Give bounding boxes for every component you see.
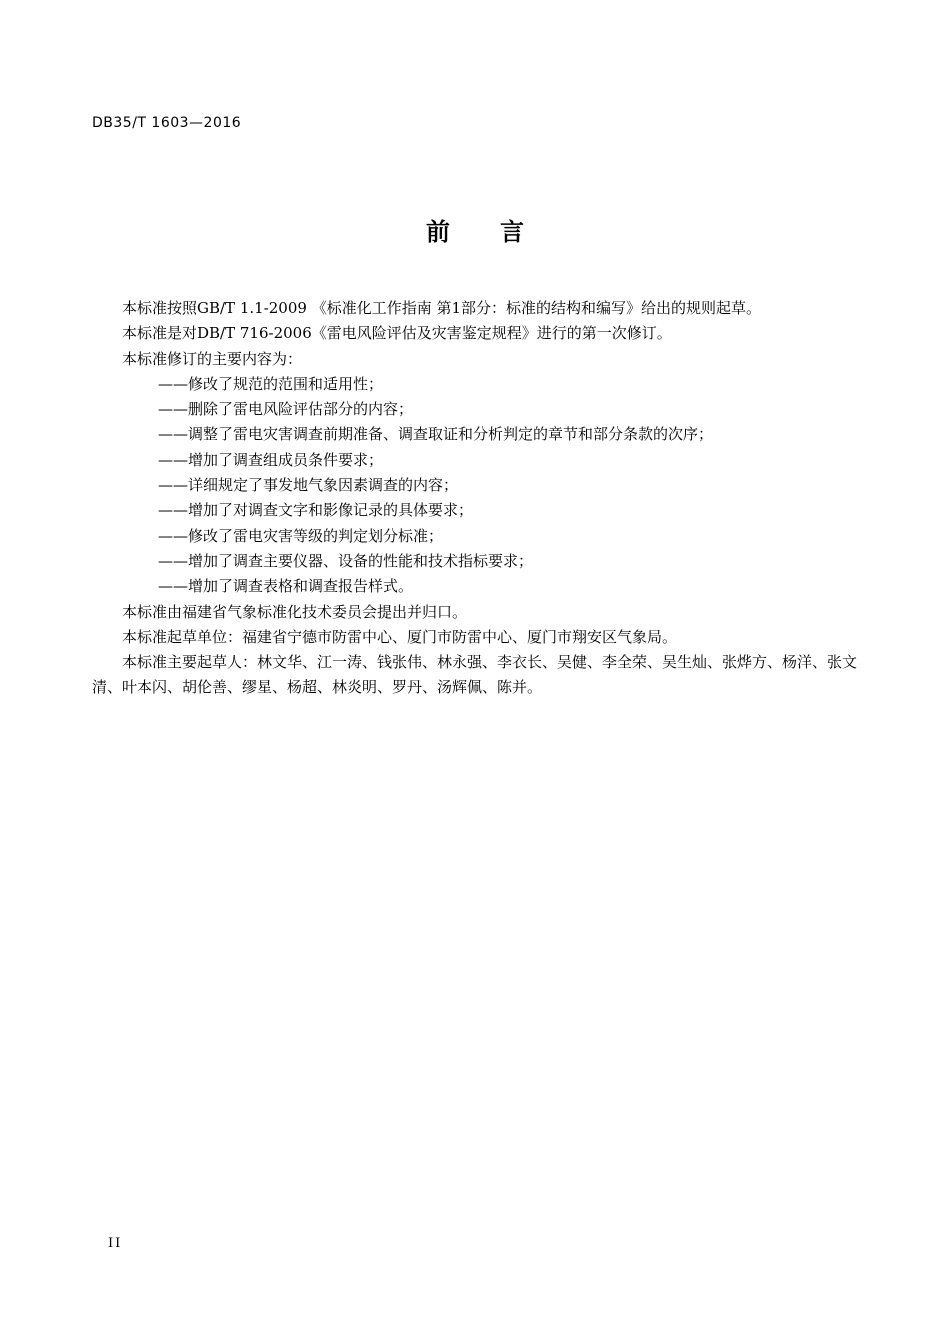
list-item: ——删除了雷电风险评估部分的内容； — [158, 400, 414, 419]
page-number: II — [108, 1236, 123, 1251]
paragraph-drafting-units: 本标准起草单位：福建省宁德市防雷中心、厦门市防雷中心、厦门市翔安区气象局。 — [122, 627, 678, 646]
paragraph-revision-note: 本标准是对DB/T 716-2006《雷电风险评估及灾害鉴定规程》进行的第一次修订。 — [122, 324, 672, 343]
list-item: ——增加了调查主要仪器、设备的性能和技术指标要求； — [158, 551, 534, 570]
changes-list — [92, 372, 862, 600]
list-item: ——增加了调查组成员条件要求； — [158, 450, 384, 469]
paragraph-changes-intro: 本标准修订的主要内容为： — [122, 349, 303, 368]
list-item: ——增加了对调查文字和影像记录的具体要求； — [158, 501, 474, 520]
paragraph-drafters: 本标准主要起草人：林文华、江一涛、钱张伟、林永强、李衣长、吴健、李全荣、吴生灿、张烨方、杨洋、张文清、叶本闪、胡伦善、缪星、杨超、林炎明、罗丹、汤辉佩、陈并。 — [92, 653, 858, 697]
paragraph-drafting-rules: 本标准按照GB/T 1.1-2009 《标准化工作指南 第1部分：标准的结构和编写》给出的规则起草。 — [122, 299, 762, 317]
paragraph-proposer: 本标准由福建省气象标准化技术委员会提出并归口。 — [122, 602, 468, 621]
list-item: ——修改了规范的范围和适用性； — [158, 374, 384, 393]
list-item: ——详细规定了事发地气象因素调查的内容； — [158, 476, 459, 495]
list-item: ——修改了雷电灾害等级的判定划分标准； — [158, 526, 444, 545]
document-code: DB35/T 1603—2016 — [92, 115, 242, 131]
list-item: ——增加了调查表格和调查报告样式。 — [158, 577, 414, 596]
list-item: ——调整了雷电灾害调查前期准备、调查取证和分析判定的章节和部分条款的次序； — [158, 425, 714, 444]
foreword-body — [92, 296, 862, 701]
section-title: 前言 — [426, 218, 574, 246]
